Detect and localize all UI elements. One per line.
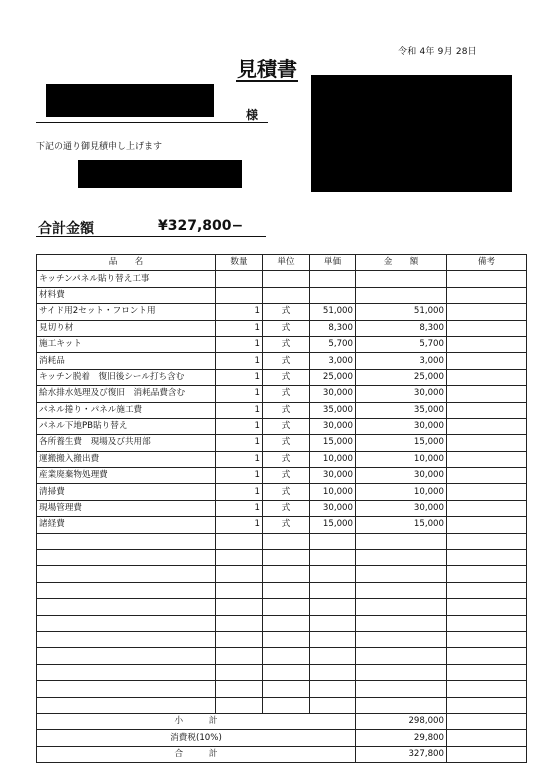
grand-total-label: 合 計 xyxy=(37,746,356,762)
item-name-cell xyxy=(37,697,216,713)
unit-price-cell xyxy=(310,582,356,598)
table-row xyxy=(37,664,527,680)
unit-price-cell: 8,300 xyxy=(310,320,356,336)
subtotal-value: 298,000 xyxy=(356,713,447,729)
amount-cell: 30,000 xyxy=(356,468,447,484)
amount-cell: 51,000 xyxy=(356,304,447,320)
amount-cell: 30,000 xyxy=(356,418,447,434)
unit-cell: 式 xyxy=(263,353,310,369)
table-row xyxy=(37,566,527,582)
quantity-cell: 1 xyxy=(216,500,263,516)
consumption-tax-value: 29,800 xyxy=(356,730,447,746)
quantity-cell xyxy=(216,631,263,647)
remarks-cell xyxy=(447,451,527,467)
subtotal-remarks xyxy=(447,713,527,729)
item-name-cell xyxy=(37,533,216,549)
unit-price-cell: 30,000 xyxy=(310,386,356,402)
unit-price-cell xyxy=(310,615,356,631)
amount-cell: 15,000 xyxy=(356,517,447,533)
quantity-cell: 1 xyxy=(216,468,263,484)
unit-cell xyxy=(263,664,310,680)
table-row xyxy=(37,320,527,336)
amount-cell: 10,000 xyxy=(356,451,447,467)
item-name-cell xyxy=(37,582,216,598)
unit-price-cell: 30,000 xyxy=(310,500,356,516)
header-unit: 単位 xyxy=(263,255,310,271)
item-name-cell: キッチンパネル貼り替え工事 xyxy=(37,271,216,287)
remarks-cell xyxy=(447,304,527,320)
table-row xyxy=(37,697,527,713)
table-row xyxy=(37,550,527,566)
unit-cell: 式 xyxy=(263,418,310,434)
amount-cell xyxy=(356,697,447,713)
amount-cell: 10,000 xyxy=(356,484,447,500)
remarks-cell xyxy=(447,550,527,566)
amount-cell xyxy=(356,648,447,664)
unit-cell xyxy=(263,697,310,713)
item-name-cell xyxy=(37,599,216,615)
quantity-cell: 1 xyxy=(216,402,263,418)
quantity-cell xyxy=(216,533,263,549)
unit-cell: 式 xyxy=(263,304,310,320)
remarks-cell xyxy=(447,435,527,451)
amount-cell: 35,000 xyxy=(356,402,447,418)
quantity-cell xyxy=(216,566,263,582)
unit-price-cell xyxy=(310,271,356,287)
unit-cell xyxy=(263,615,310,631)
amount-cell: 5,700 xyxy=(356,336,447,352)
unit-price-cell xyxy=(310,287,356,303)
recipient-underline xyxy=(36,122,268,123)
table-row xyxy=(37,336,527,352)
unit-cell xyxy=(263,648,310,664)
table-row xyxy=(37,599,527,615)
quantity-cell xyxy=(216,287,263,303)
remarks-cell xyxy=(447,484,527,500)
table-row xyxy=(37,533,527,549)
amount-cell: 15,000 xyxy=(356,435,447,451)
unit-price-cell xyxy=(310,533,356,549)
grand-total-value: 327,800 xyxy=(356,746,447,762)
unit-price-cell: 10,000 xyxy=(310,451,356,467)
unit-cell: 式 xyxy=(263,369,310,385)
unit-price-cell: 30,000 xyxy=(310,418,356,434)
quantity-cell: 1 xyxy=(216,451,263,467)
unit-cell xyxy=(263,271,310,287)
header-remarks: 備考 xyxy=(447,255,527,271)
item-name-cell: 材料費 xyxy=(37,287,216,303)
item-name-cell: 清掃費 xyxy=(37,484,216,500)
consumption-tax-label: 消費税(10%) xyxy=(37,730,356,746)
item-name-cell: パネル捲り・パネル施工費 xyxy=(37,402,216,418)
header-item-name: 品 名 xyxy=(37,255,216,271)
unit-price-cell: 10,000 xyxy=(310,484,356,500)
consumption-tax-remarks xyxy=(447,730,527,746)
table-row xyxy=(37,582,527,598)
amount-cell: 25,000 xyxy=(356,369,447,385)
quantity-cell: 1 xyxy=(216,304,263,320)
quantity-cell: 1 xyxy=(216,435,263,451)
unit-cell: 式 xyxy=(263,484,310,500)
amount-cell: 30,000 xyxy=(356,386,447,402)
table-row xyxy=(37,353,527,369)
item-name-cell: キッチン脱着 復旧後シール打ち含む xyxy=(37,369,216,385)
amount-cell: 8,300 xyxy=(356,320,447,336)
quantity-cell xyxy=(216,599,263,615)
recipient-honorific: 様 xyxy=(246,108,259,122)
item-name-cell: 消耗品 xyxy=(37,353,216,369)
remarks-cell xyxy=(447,697,527,713)
quantity-cell xyxy=(216,648,263,664)
quantity-cell xyxy=(216,664,263,680)
unit-price-cell: 25,000 xyxy=(310,369,356,385)
table-row xyxy=(37,386,527,402)
item-name-cell: パネル下地PB貼り替え xyxy=(37,418,216,434)
table-row xyxy=(37,631,527,647)
unit-cell xyxy=(263,287,310,303)
remarks-cell xyxy=(447,287,527,303)
quantity-cell xyxy=(216,681,263,697)
remarks-cell xyxy=(447,517,527,533)
unit-price-cell: 51,000 xyxy=(310,304,356,320)
item-name-cell xyxy=(37,615,216,631)
remarks-cell xyxy=(447,631,527,647)
remarks-cell xyxy=(447,468,527,484)
unit-cell: 式 xyxy=(263,336,310,352)
remarks-cell xyxy=(447,648,527,664)
total-amount-value: ¥327,800− xyxy=(158,218,244,234)
item-name-cell xyxy=(37,566,216,582)
grand-total-row xyxy=(37,746,527,762)
unit-price-cell xyxy=(310,697,356,713)
amount-cell xyxy=(356,287,447,303)
unit-price-cell xyxy=(310,599,356,615)
item-name-cell: 現場管理費 xyxy=(37,500,216,516)
amount-cell xyxy=(356,681,447,697)
subtotal-row xyxy=(37,713,527,729)
remarks-cell xyxy=(447,664,527,680)
quantity-cell xyxy=(216,550,263,566)
unit-cell: 式 xyxy=(263,320,310,336)
table-row xyxy=(37,287,527,303)
table-row xyxy=(37,500,527,516)
item-name-cell: 見切り材 xyxy=(37,320,216,336)
table-row xyxy=(37,648,527,664)
unit-cell xyxy=(263,582,310,598)
item-name-cell xyxy=(37,550,216,566)
amount-cell xyxy=(356,664,447,680)
amount-cell xyxy=(356,599,447,615)
unit-cell xyxy=(263,550,310,566)
table-row xyxy=(37,484,527,500)
remarks-cell xyxy=(447,582,527,598)
amount-cell xyxy=(356,566,447,582)
unit-cell: 式 xyxy=(263,500,310,516)
redacted-subject xyxy=(78,160,242,188)
amount-cell xyxy=(356,582,447,598)
quantity-cell xyxy=(216,582,263,598)
consumption-tax-row xyxy=(37,730,527,746)
remarks-cell xyxy=(447,566,527,582)
unit-cell: 式 xyxy=(263,386,310,402)
table-row xyxy=(37,304,527,320)
subtotal-label: 小 計 xyxy=(37,713,356,729)
header-amount: 金 額 xyxy=(356,255,447,271)
quantity-cell: 1 xyxy=(216,386,263,402)
intro-text: 下記の通り御見積申し上げます xyxy=(36,142,163,152)
header-quantity: 数量 xyxy=(216,255,263,271)
issue-date: 令和 4年 9月 28日 xyxy=(398,47,477,57)
unit-price-cell xyxy=(310,631,356,647)
table-row xyxy=(37,435,527,451)
unit-cell xyxy=(263,599,310,615)
item-name-cell: 各所養生費 現場及び共用部 xyxy=(37,435,216,451)
table-row xyxy=(37,418,527,434)
table-row xyxy=(37,271,527,287)
remarks-cell xyxy=(447,386,527,402)
remarks-cell xyxy=(447,500,527,516)
document-title: 見積書 xyxy=(237,57,297,81)
total-underline xyxy=(36,236,266,237)
quantity-cell: 1 xyxy=(216,484,263,500)
unit-cell xyxy=(263,631,310,647)
amount-cell: 30,000 xyxy=(356,500,447,516)
remarks-cell xyxy=(447,336,527,352)
header-unit-price: 単価 xyxy=(310,255,356,271)
remarks-cell xyxy=(447,320,527,336)
table-row xyxy=(37,369,527,385)
item-name-cell: 諸経費 xyxy=(37,517,216,533)
quantity-cell: 1 xyxy=(216,369,263,385)
quantity-cell: 1 xyxy=(216,353,263,369)
unit-cell: 式 xyxy=(263,451,310,467)
quantity-cell xyxy=(216,615,263,631)
unit-cell: 式 xyxy=(263,468,310,484)
unit-price-cell: 15,000 xyxy=(310,517,356,533)
unit-price-cell: 5,700 xyxy=(310,336,356,352)
unit-cell: 式 xyxy=(263,402,310,418)
remarks-cell xyxy=(447,369,527,385)
quote-table xyxy=(36,254,527,763)
unit-price-cell xyxy=(310,648,356,664)
quantity-cell xyxy=(216,271,263,287)
item-name-cell xyxy=(37,648,216,664)
amount-cell: 3,000 xyxy=(356,353,447,369)
item-name-cell xyxy=(37,631,216,647)
remarks-cell xyxy=(447,353,527,369)
unit-price-cell xyxy=(310,550,356,566)
remarks-cell xyxy=(447,615,527,631)
unit-price-cell: 15,000 xyxy=(310,435,356,451)
remarks-cell xyxy=(447,402,527,418)
unit-price-cell: 3,000 xyxy=(310,353,356,369)
quantity-cell: 1 xyxy=(216,418,263,434)
remarks-cell xyxy=(447,271,527,287)
item-name-cell xyxy=(37,681,216,697)
item-name-cell: サイド用2セット・フロント用 xyxy=(37,304,216,320)
item-name-cell xyxy=(37,664,216,680)
unit-price-cell xyxy=(310,681,356,697)
amount-cell xyxy=(356,550,447,566)
remarks-cell xyxy=(447,418,527,434)
item-name-cell: 産業廃棄物処理費 xyxy=(37,468,216,484)
unit-price-cell xyxy=(310,664,356,680)
table-row xyxy=(37,468,527,484)
item-name-cell: 施工キット xyxy=(37,336,216,352)
amount-cell xyxy=(356,615,447,631)
quantity-cell: 1 xyxy=(216,517,263,533)
table-row xyxy=(37,681,527,697)
table-header-row xyxy=(37,255,527,271)
unit-cell xyxy=(263,681,310,697)
grand-total-remarks xyxy=(447,746,527,762)
amount-cell xyxy=(356,631,447,647)
table-row xyxy=(37,402,527,418)
quantity-cell: 1 xyxy=(216,336,263,352)
table-row xyxy=(37,615,527,631)
unit-price-cell: 30,000 xyxy=(310,468,356,484)
table-row xyxy=(37,451,527,467)
unit-cell: 式 xyxy=(263,517,310,533)
remarks-cell xyxy=(447,681,527,697)
unit-cell xyxy=(263,566,310,582)
item-name-cell: 運搬搬入搬出費 xyxy=(37,451,216,467)
item-name-cell: 給水排水処理及び復旧 消耗品費含む xyxy=(37,386,216,402)
remarks-cell xyxy=(447,599,527,615)
remarks-cell xyxy=(447,533,527,549)
table-row xyxy=(37,517,527,533)
amount-cell xyxy=(356,533,447,549)
unit-price-cell xyxy=(310,566,356,582)
unit-price-cell: 35,000 xyxy=(310,402,356,418)
amount-cell xyxy=(356,271,447,287)
quantity-cell xyxy=(216,697,263,713)
unit-cell: 式 xyxy=(263,435,310,451)
total-amount-label: 合計金額 xyxy=(38,221,94,237)
quantity-cell: 1 xyxy=(216,320,263,336)
unit-cell xyxy=(263,533,310,549)
redacted-recipient-name xyxy=(46,84,214,117)
redacted-issuer-info xyxy=(311,75,512,192)
